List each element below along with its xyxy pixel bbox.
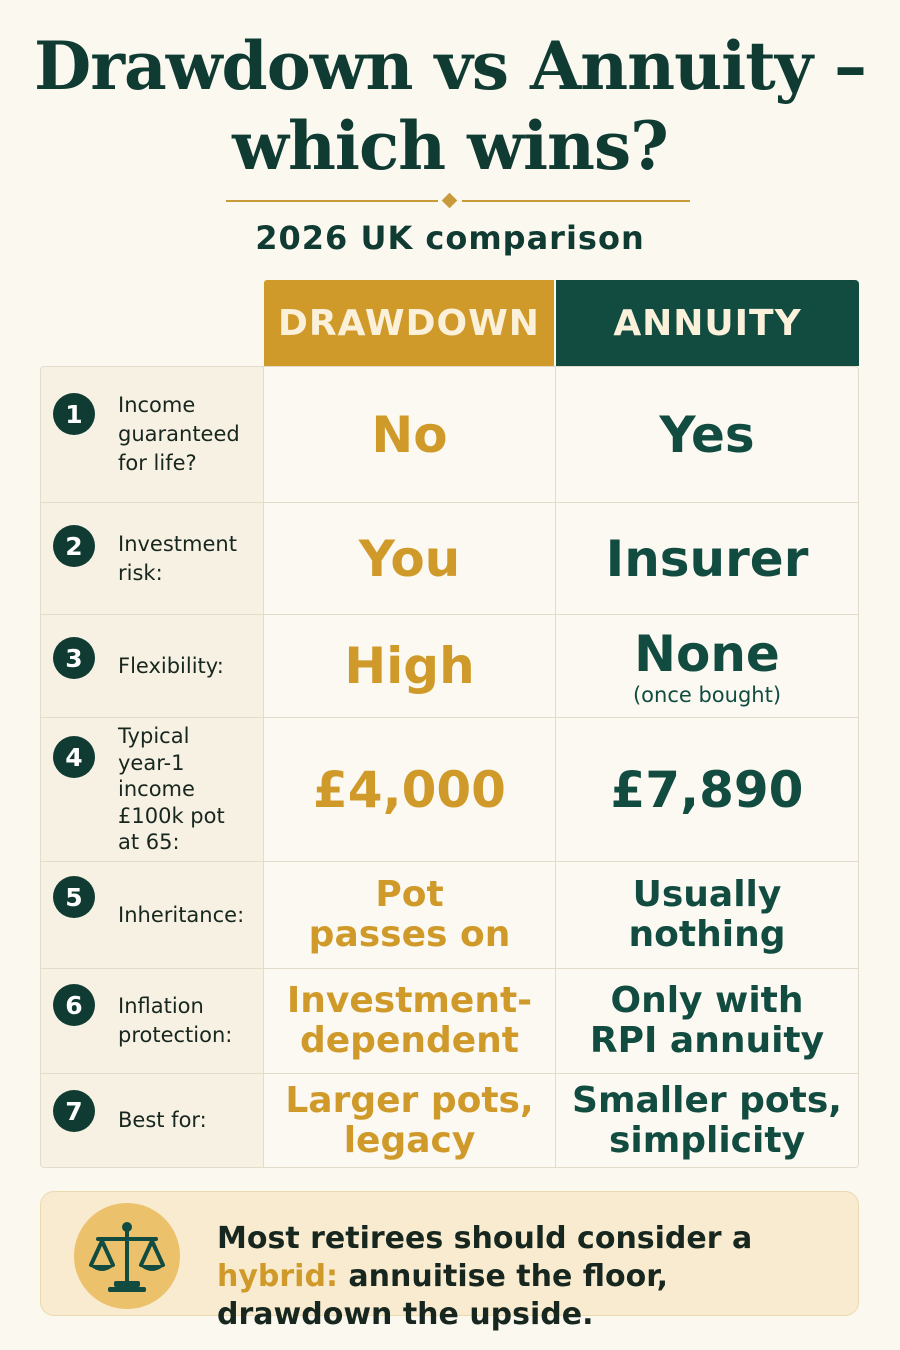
row-label: Flexibility: [118,653,224,678]
conclusion-text-start: Most retirees should consider a [217,1221,753,1256]
drawdown-value: High [264,615,556,717]
title-line-2: which wins? [232,107,668,185]
annuity-value: Only with RPI annuity [589,980,825,1061]
row-number-badge: 7 [53,1090,95,1132]
diamond-ornament-icon [442,193,458,209]
row-label: Investment risk: [118,531,237,585]
row-label-cell [41,969,264,1073]
column-header-drawdown: DRAWDOWN [264,280,554,366]
row-label: Best for: [118,1108,207,1132]
conclusion-text [217,1220,837,1334]
drawdown-value: £4,000 [264,718,556,861]
comparison-table [40,366,859,1168]
table-row [41,615,858,718]
row-number-badge: 3 [53,637,95,679]
row-number-badge: 6 [53,984,95,1026]
drawdown-value: No [264,367,556,502]
page-title [0,26,900,186]
row-number-badge: 5 [53,876,95,918]
column-header-annuity: ANNUITY [556,280,859,366]
row-label-cell [41,862,264,968]
row-number-badge: 2 [53,525,95,567]
drawdown-value: You [264,503,556,614]
drawdown-value: Larger pots, legacy [264,1074,556,1167]
annuity-note: (once bought) [632,683,782,707]
annuity-value: Yes [659,405,755,464]
table-row [41,1074,858,1167]
row-label: Income guaranteed for life? [118,393,240,475]
row-number-badge: 1 [53,393,95,435]
conclusion-highlight: hybrid: [217,1259,338,1294]
annuity-value: Insurer [605,529,809,588]
annuity-value: £7,890 [610,760,804,819]
table-row [41,862,858,969]
row-label-cell [41,1074,264,1167]
balance-scale-icon [74,1203,180,1309]
subtitle: 2026 UK comparison [255,219,645,257]
divider-left [226,200,438,202]
row-label-cell [41,503,264,614]
drawdown-value: Pot passes on [264,862,556,968]
annuity-value: None [634,625,780,683]
row-label: Inflation protection: [118,994,233,1047]
annuity-value: Smaller pots, simplicity [572,1079,842,1161]
divider-right [462,200,690,202]
table-row [41,367,858,503]
row-label: Typical year-1 income £100k pot at 65: [118,724,225,855]
table-row [41,503,858,615]
annuity-cell [556,615,858,717]
conclusion-text-end: annuitise the floor, drawdown the upside. [217,1259,668,1332]
conclusion-callout [40,1191,859,1332]
title-line-1: Drawdown vs Annuity – [33,27,867,105]
drawdown-value: Investment- dependent [264,969,556,1073]
table-row [41,718,858,862]
row-label: Inheritance: [118,902,245,927]
row-label-cell [41,718,264,861]
row-number-badge: 4 [53,736,95,778]
annuity-value: Usually nothing [628,874,786,955]
row-label-cell [41,367,264,502]
row-label-cell [41,615,264,717]
table-row [41,969,858,1074]
